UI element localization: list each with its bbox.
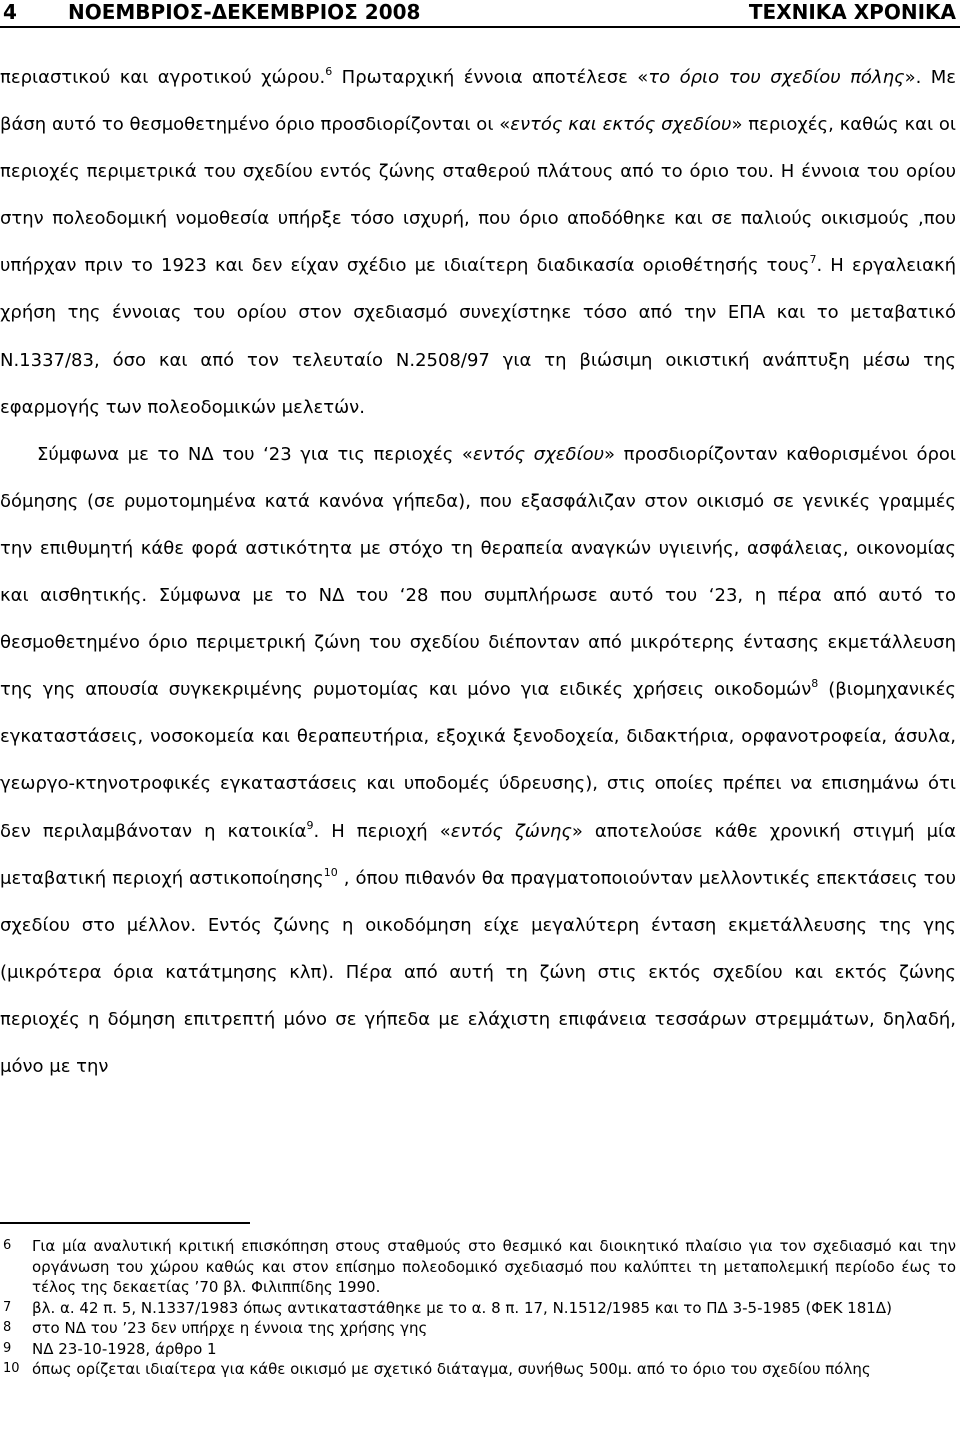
footnote-text: στο ΝΔ του ’23 δεν υπήρχε η έννοια της χρήσης γης [32, 1319, 428, 1337]
footnote-number: 7 [3, 1299, 12, 1315]
text-run: . Η περιοχή « [313, 820, 451, 842]
footnote-8 [0, 1318, 960, 1339]
footnote-number: 10 [3, 1361, 20, 1376]
text-run: (βιομηχανικές εγκαταστάσεις, νοσοκομεία και θεραπευτήρια, εξοχικά ξενοδοχεία, διδακτήρια, ορφανοτροφεία, άσυλα, γεωργο-κτηνοτροφικές εγκαταστάσεις και υποδομές ύδρευσης), στις οποίες πρέπει να επισημάνω ότι δεν περιλαμβάνοταν η κατοικία [0, 679, 956, 842]
issue-date: ΝΟΕΜΒΡΙΟΣ-ΔΕΚΕΜΒΡΙΟΣ 2008 [68, 0, 421, 24]
footnote-text: ΝΔ 23-10-1928, άρθρο 1 [32, 1339, 217, 1358]
footnote-text: βλ. α. 42 π. 5, Ν.1337/1983 όπως αντικαταστάθηκε με το α. 8 π. 17, Ν.1512/1985 και το ΠΔ 3-5-1985 (ΦΕΚ 181Δ) [32, 1298, 892, 1317]
footnote-ref-10[interactable]: 10 [323, 865, 338, 879]
text-run: ». Με βάση αυτό το θεσμοθετημένο όριο προσδιορίζονται οι « [0, 67, 957, 136]
footnote-number: 6 [3, 1238, 12, 1253]
text-run: » προσδιορίζονταν καθορισμένοι όροι δόμησης (σε ρυμοτομημένα κατά κανόνα γήπεδα), που εξασφάλιζαν στον οικισμό σε γενικές γραμμές την επιθυμητή κάθε φορά αστικότητα με στόχο τη θεραπεία αναγκών υγιεινής, ασφάλειας, οικονομίας και αισθητικής. Σύμφωνα με το ΝΔ του ‘28 που συμπλήρωσε αυτό του ‘23, η πέρα από αυτό το θεσμοθετημένο όριο περιμετρική ζώνη του σχεδίου διέπονταν από μικρότερης έντασης εκμετάλλευση της γης απουσία συγκεκριμένης ρυμοτομίας και μόνο για ειδικές χρήσεις οικοδομών [0, 443, 956, 701]
article-body [0, 54, 956, 1090]
footnote-ref-6[interactable]: 6 [325, 65, 333, 78]
paragraph-1 [0, 54, 956, 431]
footnote-number: 8 [3, 1320, 12, 1335]
text-run: . Η εργαλειακή χρήση της έννοιας του ορίου στον σχεδιασμό συνεχίστηκε τόσο από την ΕΠΑ και το μεταβατικό Ν.1337/83, όσο και από τον τελευταίο Ν.2508/97 για τη βιώσιμη οικιστική ανάπτυξη μέσω της εφαρμογής των πολεοδομικών μελετών. [0, 255, 956, 418]
footnote-9 [0, 1339, 960, 1360]
footnote-text: όπως ορίζεται ιδιαίτερα για κάθε οικισμό με σχετικό διάταγμα, συνήθως 500μ. από το όριο του σχεδίου πόλης [32, 1360, 871, 1378]
page-number: 4 [3, 0, 17, 24]
text-run: περιαστικού και αγροτικού χώρου. [0, 67, 326, 88]
footnote-ref-8[interactable]: 8 [811, 677, 819, 691]
footnote-ref-9[interactable]: 9 [306, 818, 314, 832]
italic-term: εντός σχεδίου [472, 443, 605, 465]
italic-term: εντός ζώνης [450, 820, 572, 842]
paragraph-2 [0, 431, 956, 1090]
text-run: Σύμφωνα με το ΝΔ του ‘23 για τις περιοχές « [37, 443, 473, 465]
text-run: » περιοχές, καθώς και οι περιοχές περιμετρικά του σχεδίου εντός ζώνης σταθερού πλάτους από το όριο του. Η έννοια του ορίου στην πολεοδομική νομοθεσία υπήρξε τόσο ισχυρή, που όριο αποδόθηκε και σε παλιούς οικισμούς ,που υπήρχαν πριν το 1923 και δεν είχαν σχέδιο με ιδιαίτερη διαδικασία οριοθέτησής τους [0, 114, 956, 277]
footnote-6 [0, 1236, 960, 1298]
magazine-title: ΤΕΧΝΙΚΑ ΧΡΟΝΙΚΑ [748, 0, 956, 24]
text-run: » αποτελούσε κάθε χρονική στιγμή μία μεταβατική περιοχή αστικοποίησης [0, 820, 957, 889]
footnotes [0, 1236, 960, 1380]
footnote-ref-7[interactable]: 7 [809, 253, 817, 267]
page-header [0, 0, 960, 24]
text-run: Πρωταρχική έννοια αποτέλεσε « [332, 67, 649, 88]
footnote-7 [0, 1298, 960, 1319]
footnote-number: 9 [3, 1340, 12, 1356]
footnote-text: Για μία αναλυτική κριτική επισκόπηση στους σταθμούς στο θεσμικό και διοικητικό πλαίσιο για τον σχεδιασμό και την οργάνωση του χώρου καθώς και στον επίσημο πολεοδομικό σχεδιασμό που καλύπτει τη μεταπολεμική περίοδο έως το τέλος της δεκαετίας ’70 βλ. Φιλιππίδης 1990. [32, 1237, 956, 1296]
text-run: , όπου πιθανόν θα πραγματοποιούνταν μελλοντικές επεκτάσεις του σχεδίου στο μέλλον. Εντός ζώνης η οικοδόμηση είχε μεγαλύτερη ένταση εκμετάλλευσης της γης (μικρότερα όρια κατάτμησης κλπ). Πέρα από αυτή τη ζώνη στις εκτός σχεδίου και εκτός ζώνης περιοχές η δόμηση επιτρεπτή μόνο σε γήπεδα με ελάχιστη επιφάνεια τεσσάρων στρεμμάτων, δηλαδή, μόνο με την [0, 867, 956, 1077]
header-divider [0, 26, 960, 28]
footnote-divider [0, 1222, 250, 1224]
italic-term: το όριο του σχεδίου πόλης [648, 67, 905, 88]
footnote-10 [0, 1359, 960, 1380]
italic-term: εντός και εκτός σχεδίου [510, 114, 732, 136]
